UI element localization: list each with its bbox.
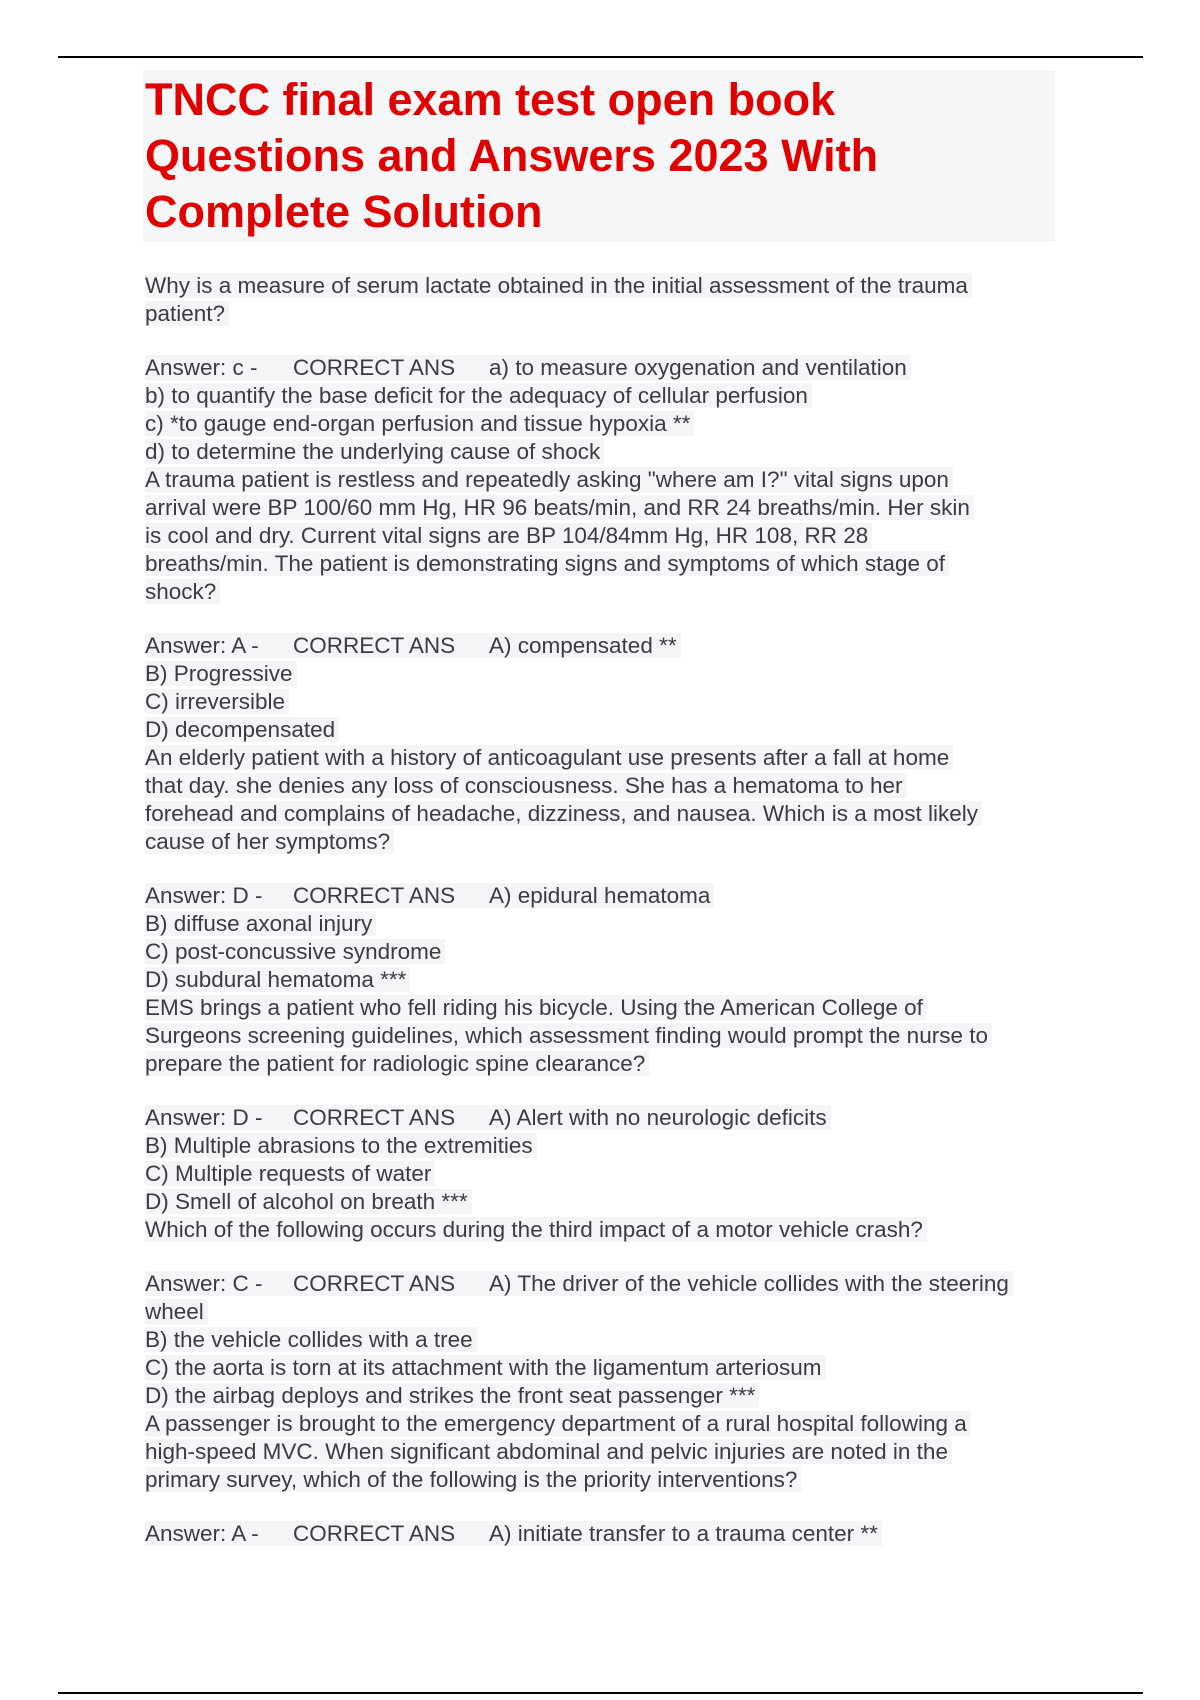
- answer-option: A) epidural hematoma: [489, 883, 711, 908]
- question-text-line: [145, 550, 1065, 578]
- question-block: [145, 1410, 1065, 1548]
- question-text-line: [145, 1216, 1065, 1244]
- answer-option-line: [145, 1132, 1065, 1160]
- spacer: [145, 1078, 1065, 1104]
- question-text: A trauma patient is restless and repeatedly asking "where am I?" vital signs upon: [145, 467, 953, 492]
- answer-option: C) post-concussive syndrome: [145, 939, 445, 964]
- title-line: TNCC final exam test open book: [145, 74, 836, 125]
- question-text-line: [145, 522, 1065, 550]
- question-text: shock?: [145, 579, 220, 604]
- answer-option: B) Progressive: [145, 661, 297, 686]
- answer-option: D) decompensated: [145, 717, 339, 742]
- question-block: [145, 1216, 1065, 1410]
- answer-line: [145, 1104, 1065, 1132]
- question-text: breaths/min. The patient is demonstrating signs and symptoms of which stage of: [145, 551, 949, 576]
- question-text: that day. she denies any loss of consciousness. She has a hematoma to her: [145, 773, 907, 798]
- answer-option: d) to determine the underlying cause of shock: [145, 439, 604, 464]
- answer-highlight: [145, 883, 714, 908]
- answer-line: [145, 632, 1065, 660]
- question-text: prepare the patient for radiologic spine clearance?: [145, 1051, 649, 1076]
- question-text: primary survey, which of the following is the priority interventions?: [145, 1467, 801, 1492]
- answer-option: C) irreversible: [145, 689, 289, 714]
- answer-line: [145, 882, 1065, 910]
- question-text: Why is a measure of serum lactate obtained in the initial assessment of the trauma: [145, 273, 972, 298]
- question-text-line: [145, 1410, 1065, 1438]
- answer-highlight: [145, 633, 681, 658]
- question-text: EMS brings a patient who fell riding his bicycle. Using the American College of: [145, 995, 927, 1020]
- answer-highlight: [145, 1521, 882, 1546]
- question-text: arrival were BP 100/60 mm Hg, HR 96 beats/min, and RR 24 breaths/min. Her skin: [145, 495, 974, 520]
- answer-option: b) to quantify the base deficit for the adequacy of cellular perfusion: [145, 383, 812, 408]
- question-text: high-speed MVC. When significant abdominal and pelvic injuries are noted in the: [145, 1439, 952, 1464]
- answer-label: Answer: A -: [145, 1521, 259, 1546]
- answer-option-line: [145, 660, 1065, 688]
- question-block: [145, 466, 1065, 744]
- question-block: [145, 272, 1065, 466]
- correct-marker: CORRECT ANS: [293, 1271, 456, 1296]
- question-block: [145, 994, 1065, 1216]
- answer-option-line: [145, 910, 1065, 938]
- correct-marker: CORRECT ANS: [293, 883, 456, 908]
- question-text: patient?: [145, 301, 229, 326]
- question-text: A passenger is brought to the emergency department of a rural hospital following a: [145, 1411, 971, 1436]
- question-block: [145, 744, 1065, 994]
- correct-marker: CORRECT ANS: [293, 355, 456, 380]
- answer-option: A) The driver of the vehicle collides with the steering: [489, 1271, 1009, 1296]
- answer-option: C) the aorta is torn at its attachment with the ligamentum arteriosum: [145, 1355, 826, 1380]
- document-title: [143, 70, 1055, 242]
- question-text-line: [145, 800, 1065, 828]
- spacer: [145, 328, 1065, 354]
- answer-line: [145, 1270, 1065, 1298]
- answer-option: D) Smell of alcohol on breath ***: [145, 1189, 472, 1214]
- spacer: [145, 856, 1065, 882]
- answer-option: B) Multiple abrasions to the extremities: [145, 1133, 537, 1158]
- question-text: Which of the following occurs during the third impact of a motor vehicle crash?: [145, 1217, 927, 1242]
- answer-option-line: [145, 716, 1065, 744]
- answer-highlight: [145, 355, 911, 380]
- spacer: [145, 1494, 1065, 1520]
- answer-option: B) diffuse axonal injury: [145, 911, 376, 936]
- answer-label: Answer: D -: [145, 1105, 263, 1130]
- answer-option: wheel: [145, 1299, 208, 1324]
- answer-option-line: [145, 410, 1065, 438]
- answer-option-line: [145, 382, 1065, 410]
- correct-marker: CORRECT ANS: [293, 1105, 456, 1130]
- answer-highlight: [145, 1105, 831, 1130]
- answer-line: [145, 354, 1065, 382]
- question-text-line: [145, 1050, 1065, 1078]
- question-text-line: [145, 1022, 1065, 1050]
- question-text-line: [145, 272, 1065, 300]
- answer-option: A) compensated **: [489, 633, 677, 658]
- answer-option: B) the vehicle collides with a tree: [145, 1327, 477, 1352]
- answer-option-line: [145, 1160, 1065, 1188]
- question-text-line: [145, 466, 1065, 494]
- answer-option-line: [145, 688, 1065, 716]
- answer-label: Answer: C -: [145, 1271, 263, 1296]
- question-text: An elderly patient with a history of anticoagulant use presents after a fall at home: [145, 745, 953, 770]
- answer-highlight: [145, 1271, 1013, 1296]
- answer-option-line: [145, 438, 1065, 466]
- document-page: [145, 70, 1065, 1548]
- question-text-line: [145, 1466, 1065, 1494]
- answer-label: Answer: D -: [145, 883, 263, 908]
- answer-option: A) initiate transfer to a trauma center **: [489, 1521, 878, 1546]
- question-text: Surgeons screening guidelines, which assessment finding would prompt the nurse to: [145, 1023, 992, 1048]
- answer-label: Answer: A -: [145, 633, 259, 658]
- question-text-line: [145, 772, 1065, 800]
- question-list: [145, 272, 1065, 1548]
- answer-option: D) subdural hematoma ***: [145, 967, 410, 992]
- question-text-line: [145, 994, 1065, 1022]
- question-text-line: [145, 828, 1065, 856]
- answer-label: Answer: c -: [145, 355, 258, 380]
- question-text-line: [145, 578, 1065, 606]
- correct-marker: CORRECT ANS: [293, 1521, 456, 1546]
- answer-option-line: [145, 1382, 1065, 1410]
- title-line: Complete Solution: [145, 186, 543, 237]
- bottom-rule: [58, 1692, 1143, 1694]
- top-rule: [58, 56, 1143, 58]
- answer-option-line: [145, 1298, 1065, 1326]
- answer-option: c) *to gauge end-organ perfusion and tissue hypoxia **: [145, 411, 694, 436]
- answer-option-line: [145, 938, 1065, 966]
- correct-marker: CORRECT ANS: [293, 633, 456, 658]
- title-line: Questions and Answers 2023 With: [145, 130, 879, 181]
- question-text-line: [145, 744, 1065, 772]
- question-text-line: [145, 300, 1065, 328]
- answer-option: C) Multiple requests of water: [145, 1161, 435, 1186]
- answer-option-line: [145, 1354, 1065, 1382]
- question-text: is cool and dry. Current vital signs are BP 104/84mm Hg, HR 108, RR 28: [145, 523, 872, 548]
- answer-option: D) the airbag deploys and strikes the front seat passenger ***: [145, 1383, 759, 1408]
- answer-option: A) Alert with no neurologic deficits: [489, 1105, 827, 1130]
- answer-option-line: [145, 966, 1065, 994]
- answer-option-line: [145, 1326, 1065, 1354]
- answer-option: a) to measure oxygenation and ventilation: [489, 355, 907, 380]
- question-text-line: [145, 1438, 1065, 1466]
- question-text: forehead and complains of headache, dizziness, and nausea. Which is a most likely: [145, 801, 982, 826]
- spacer: [145, 1244, 1065, 1270]
- question-text: cause of her symptoms?: [145, 829, 394, 854]
- answer-line: [145, 1520, 1065, 1548]
- answer-option-line: [145, 1188, 1065, 1216]
- question-text-line: [145, 494, 1065, 522]
- spacer: [145, 606, 1065, 632]
